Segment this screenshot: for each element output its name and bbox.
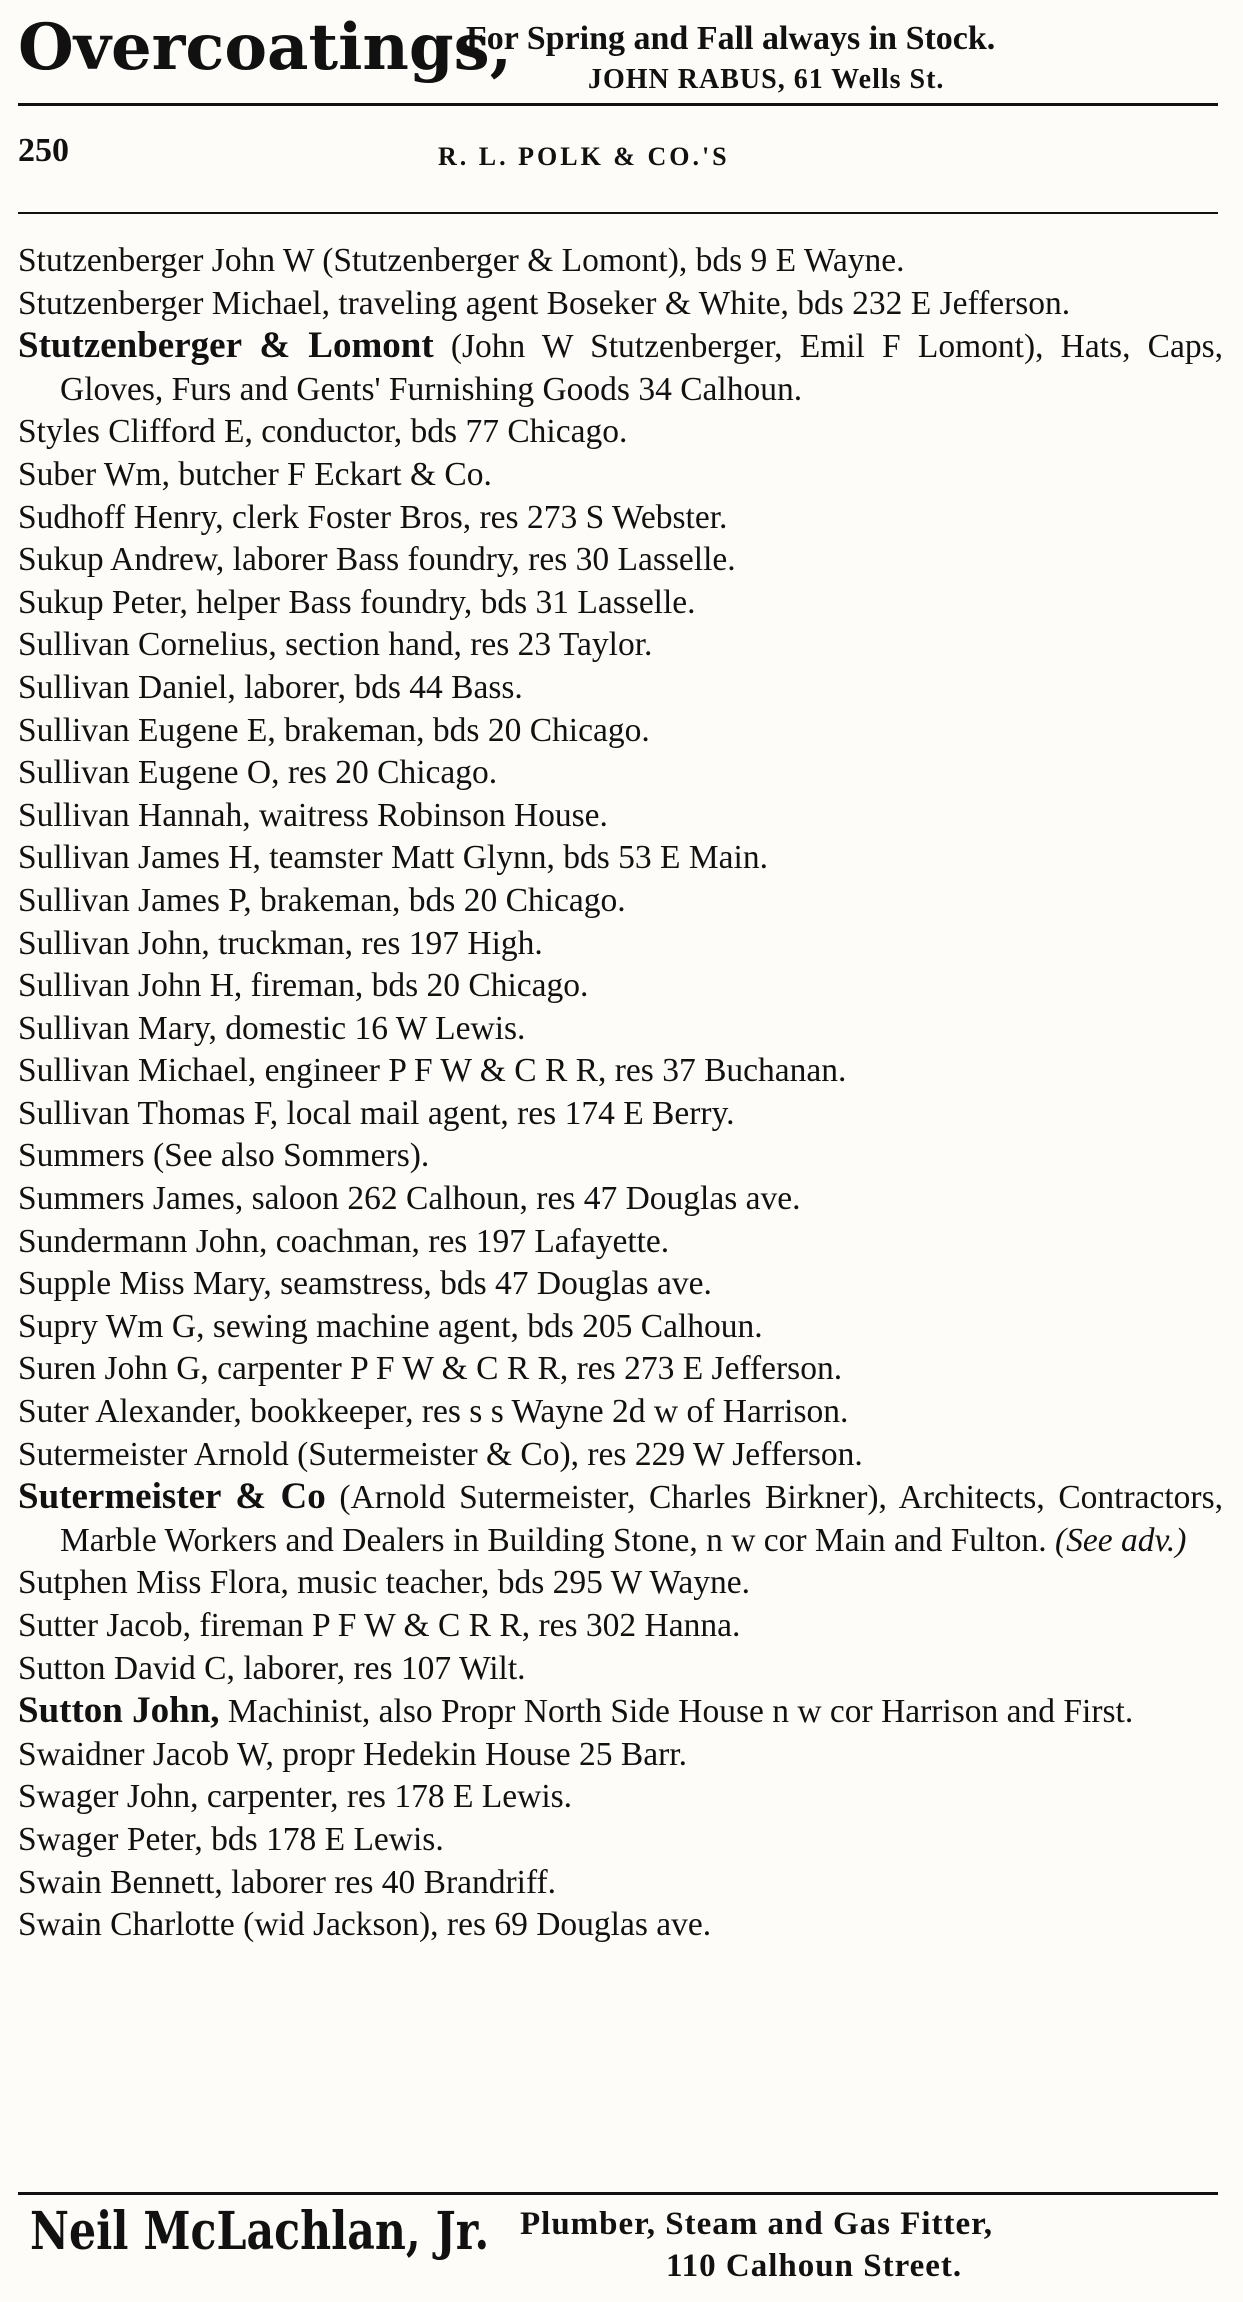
entry-details: , laborer, bds 44 Bass. <box>227 668 523 706</box>
directory-entry <box>18 240 1223 283</box>
entry-name: Supry Wm G <box>18 1307 197 1345</box>
entry-name: Sutermeister & Co <box>18 1476 326 1518</box>
footer-advertisement <box>18 2200 1223 2292</box>
footer-ad-brand: Neil McLachlan, Jr. <box>30 2201 490 2262</box>
directory-entry <box>18 1178 1223 1221</box>
entry-details: , music teacher, bds 295 W Wayne. <box>280 1564 750 1602</box>
entry-details: (wid Jackson), res 69 Douglas ave. <box>234 1906 712 1944</box>
entry-name: Sullivan Eugene E <box>18 711 268 749</box>
entry-details: (John W Stutzenberger, Emil F Lomont), Hats, Caps, Gloves, Furs and Gents' Furnishing Goods 34 Calhoun. <box>60 328 1224 408</box>
directory-entry <box>18 624 1223 667</box>
entry-name: Supple Miss Mary <box>18 1265 264 1303</box>
directory-entry <box>18 1135 1223 1178</box>
directory-entry <box>18 1008 1223 1051</box>
directory-entry <box>18 1605 1223 1648</box>
directory-entry <box>18 965 1223 1008</box>
entry-details: , teamster Matt Glynn, bds 53 E Main. <box>252 839 768 877</box>
directory-entry <box>18 1391 1223 1434</box>
entry-details: , coachman, res 197 Lafayette. <box>259 1222 670 1260</box>
entry-details: , local mail agent, res 174 E Berry. <box>269 1094 735 1132</box>
header-advertisement <box>18 10 1218 105</box>
entry-details: , engineer P F W & C R R, res 37 Buchanan. <box>247 1052 847 1090</box>
entry-name: Summers <box>18 1137 145 1175</box>
entry-name: Sutter Jacob <box>18 1607 183 1644</box>
entry-name: Sullivan Cornelius <box>18 626 269 664</box>
entry-details: , laborer res 40 Brandriff. <box>214 1863 557 1901</box>
header-rule <box>18 103 1218 106</box>
entry-name: Suter Alexander <box>18 1393 234 1431</box>
directory-entry <box>18 837 1223 880</box>
entry-details: (Sutermeister & Co), res 229 W Jefferson. <box>288 1435 863 1473</box>
directory-entry <box>18 1306 1223 1349</box>
entry-details: , fireman, bds 20 Chicago. <box>233 967 589 1005</box>
entry-details: , fireman P F W & C R R, res 302 Hanna. <box>182 1607 741 1644</box>
entry-name: Sullivan Hannah <box>18 796 243 834</box>
entry-details: , carpenter, res 178 E Lewis. <box>190 1778 573 1816</box>
entry-details: Machinist, also Propr North Side House n w cor Harrison and First. <box>219 1693 1134 1731</box>
entry-details: , conductor, bds 77 Chicago. <box>244 413 628 451</box>
entry-details: , truckman, res 197 High. <box>201 924 543 962</box>
directory-entry <box>18 795 1223 838</box>
directory-entry <box>18 539 1223 582</box>
directory-entry <box>18 1734 1223 1777</box>
directory-entry <box>18 1093 1223 1136</box>
page-number: 250 <box>18 132 69 169</box>
entry-details: , sewing machine agent, bds 205 Calhoun. <box>196 1307 763 1345</box>
directory-entry <box>18 1862 1223 1905</box>
entry-details: , brakeman, bds 20 Chicago. <box>243 881 626 919</box>
entry-details: , helper Bass foundry, bds 31 Lasselle. <box>179 583 696 621</box>
entry-details: , laborer, res 107 Wilt. <box>226 1649 526 1687</box>
entry-name: Sudhoff Henry <box>18 498 216 536</box>
entry-details: , res 20 Chicago. <box>271 754 498 792</box>
entry-details: , saloon 262 Calhoun, res 47 Douglas ave. <box>234 1180 801 1218</box>
entry-name: Sutphen Miss Flora <box>18 1564 281 1602</box>
directory-entry <box>18 1221 1223 1264</box>
entry-details: (Arnold Sutermeister, Charles Birkner), Architects, Contractors, Marble Workers and Dealers in Building Stone, n w cor Main and Fulton. <box>60 1479 1223 1559</box>
ad-address: JOHN RABUS, 61 Wells St. <box>588 64 945 95</box>
directory-entry <box>18 1263 1223 1306</box>
directory-entry <box>18 325 1223 411</box>
directory-entry <box>18 283 1223 326</box>
directory-entry <box>18 710 1223 753</box>
entry-name: Swager John <box>18 1778 191 1816</box>
entry-name: Summers James <box>18 1180 235 1218</box>
entry-see-adv-note: (See adv.) <box>1055 1521 1187 1559</box>
entry-details: , butcher F Eckart & Co. <box>161 455 492 493</box>
directory-entry <box>18 923 1223 966</box>
entry-details: , section hand, res 23 Taylor. <box>268 626 653 664</box>
directory-entry <box>18 411 1223 454</box>
entry-name: Sullivan James P <box>18 881 244 919</box>
entry-name: Styles Clifford E <box>18 413 245 451</box>
directory-entry <box>18 582 1223 625</box>
entry-name: Sullivan Mary <box>18 1009 209 1047</box>
entry-details: , waitress Robinson House. <box>242 796 608 834</box>
entry-name: Sullivan Daniel <box>18 668 228 706</box>
ad-brand: Overcoatings, <box>18 10 512 85</box>
directory-entry <box>18 752 1223 795</box>
entry-name: Swaidner Jacob W <box>18 1735 266 1773</box>
directory-entry <box>18 667 1223 710</box>
entry-name: Stutzenberger John W <box>18 242 314 279</box>
entry-details: , clerk Foster Bros, res 273 S Webster. <box>215 498 728 536</box>
ad-tagline: For Spring and Fall always in Stock. <box>466 20 996 57</box>
entry-details: , propr Hedekin House 25 Barr. <box>265 1735 687 1773</box>
directory-entry <box>18 1819 1223 1862</box>
entry-name: Sundermann John <box>18 1222 259 1260</box>
entry-details: , laborer Bass foundry, res 30 Lasselle. <box>215 541 736 579</box>
entry-name: Suber Wm <box>18 455 162 493</box>
publisher-title: R. L. POLK & CO.'S <box>438 142 730 171</box>
entry-name: Stutzenberger & Lomont <box>18 325 434 367</box>
entry-details: , bookkeeper, res s s Wayne 2d w of Harrison. <box>233 1393 849 1431</box>
footer-ad-line1: Plumber, Steam and Gas Fitter, <box>520 2206 994 2242</box>
entry-name: Suren John G <box>18 1350 201 1388</box>
directory-entry <box>18 1690 1223 1734</box>
directory-entry <box>18 1904 1223 1947</box>
directory-entry <box>18 1050 1223 1093</box>
directory-entry <box>18 1562 1223 1605</box>
entry-details: (See also Sommers). <box>144 1137 430 1175</box>
entry-name: Swain Bennett <box>18 1863 215 1901</box>
directory-entry <box>18 1434 1223 1477</box>
directory-entry <box>18 1476 1223 1562</box>
entry-details: , traveling agent Boseker & White, bds 232 E Jefferson. <box>321 284 1071 322</box>
directory-entry <box>18 1648 1223 1691</box>
directory-entry <box>18 497 1223 540</box>
entry-name: Swager Peter <box>18 1820 195 1858</box>
entry-name: Sullivan Thomas F <box>18 1094 270 1132</box>
directory-entry <box>18 454 1223 497</box>
entry-details: , domestic 16 W Lewis. <box>208 1009 526 1047</box>
entry-name: Sullivan John <box>18 924 202 962</box>
running-head <box>18 128 1218 172</box>
directory-entry <box>18 1776 1223 1819</box>
entry-name: Sullivan James H <box>18 839 253 877</box>
entry-name: Sukup Andrew <box>18 541 216 579</box>
entry-name: Sutton John, <box>18 1690 220 1732</box>
entry-name: Sullivan Eugene O <box>18 754 272 792</box>
entry-name: Swain Charlotte <box>18 1906 235 1944</box>
running-head-rule <box>18 212 1218 214</box>
entry-details: , seamstress, bds 47 Douglas ave. <box>263 1265 712 1303</box>
entry-name: Sullivan Michael <box>18 1052 248 1090</box>
footer-rule <box>18 2192 1218 2195</box>
entry-name: Sutermeister Arnold <box>18 1435 289 1473</box>
entry-details: , carpenter P F W & C R R, res 273 E Jefferson. <box>200 1350 843 1388</box>
entry-details: , brakeman, bds 20 Chicago. <box>267 711 650 749</box>
directory-entry <box>18 1348 1223 1391</box>
entry-name: Sullivan John H <box>18 967 234 1005</box>
directory-entry <box>18 880 1223 923</box>
entry-details: , bds 178 E Lewis. <box>194 1820 444 1858</box>
entry-name: Stutzenberger Michael <box>18 284 322 322</box>
entry-name: Sutton David C <box>18 1649 227 1687</box>
directory-entries <box>18 240 1223 1947</box>
entry-details: (Stutzenberger & Lomont), bds 9 E Wayne. <box>313 242 905 279</box>
entry-name: Sukup Peter <box>18 583 180 621</box>
footer-ad-line2: 110 Calhoun Street. <box>666 2248 963 2284</box>
